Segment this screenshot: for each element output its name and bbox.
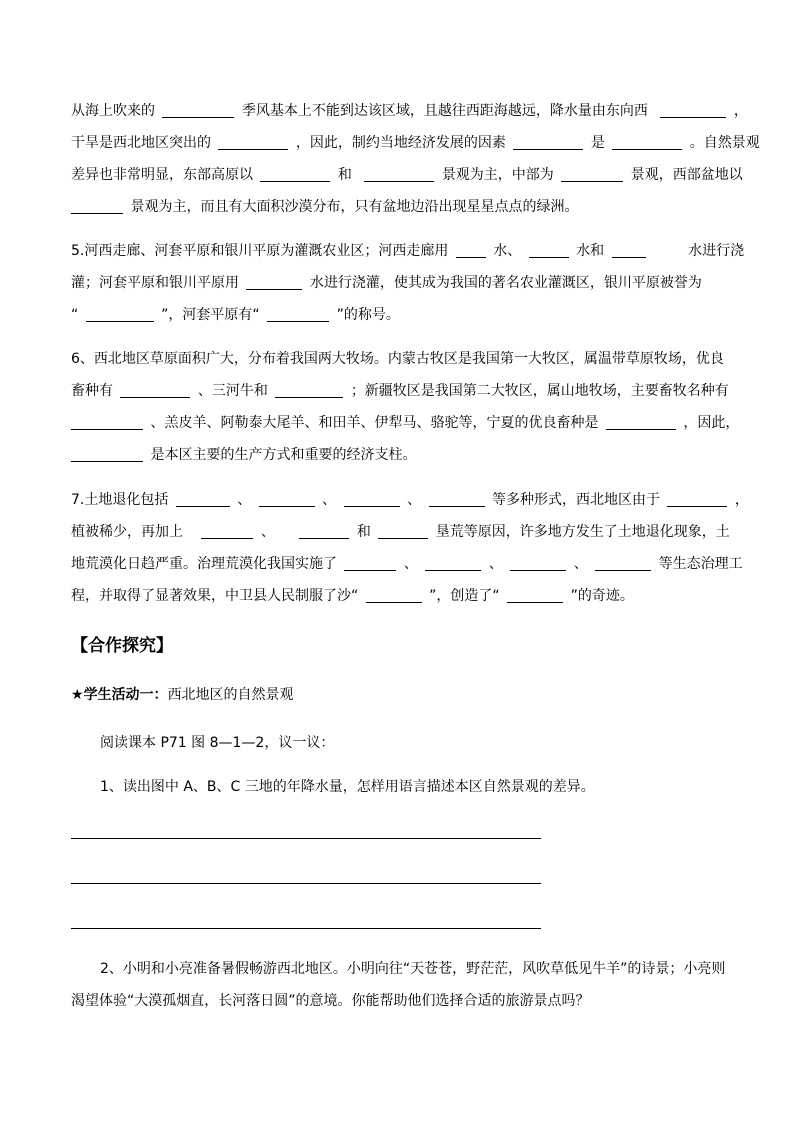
text-line (71, 305, 400, 325)
fill-blank[interactable] (510, 556, 566, 571)
text-run: ”，河套平原有“ (161, 307, 260, 323)
activity-title-text: 西北地区的自然景观 (167, 687, 294, 703)
text-run: 、 (237, 492, 252, 508)
fill-blank[interactable] (71, 447, 143, 462)
text-line (71, 273, 702, 293)
text-run: ”，创造了“ (429, 588, 500, 604)
text-run: 、羔皮羊、阿勒泰大尾羊、和田羊、伊犁马、骆驼等，宁夏的优良畜种是 (150, 415, 599, 431)
question-1: 1、读出图中 A、B、C 三地的年降水量，怎样用语言描述本区自然景观的差异。 (100, 779, 595, 795)
text-run: ”的称号。 (336, 307, 400, 323)
text-run: ， (734, 492, 749, 508)
text-run: 景观为主，而且有大面积沙漠分布，只有盆地边沿出现星星点点的绿洲。 (130, 199, 579, 215)
fill-blank[interactable] (176, 492, 230, 507)
fill-blank[interactable] (299, 524, 349, 539)
text-run: 景观，西部盆地以 (630, 167, 743, 183)
text-run: 水进行浇 (688, 243, 745, 259)
text-run: 。自然景观 (689, 135, 760, 151)
fill-blank[interactable] (120, 383, 190, 398)
fill-blank[interactable] (246, 275, 302, 290)
text-run: 灌；河套平原和银川平原用 (71, 275, 239, 291)
text-run: 干旱是西北地区突出的 (71, 135, 211, 151)
text-run: 5.河西走廊、河套平原和银川平原为灌溉农业区；河西走廊用 (71, 243, 449, 259)
fill-blank[interactable] (660, 103, 726, 118)
text-run: 景观为主，中部为 (441, 167, 554, 183)
text-line (71, 133, 760, 153)
fill-blank[interactable] (425, 556, 481, 571)
fill-blank[interactable] (364, 167, 434, 182)
text-run: 7.土地退化包括 (71, 492, 169, 508)
answer-line[interactable] (71, 838, 541, 839)
text-run: 、 (573, 556, 588, 572)
fill-blank[interactable] (218, 135, 288, 150)
text-run: 垦荒等原因，许多地方发生了土地退化现象，土 (435, 524, 730, 540)
text-run: 植被稀少，再加上 (71, 524, 183, 540)
section-heading: 【合作探究】 (71, 636, 173, 656)
text-run: ，因此，制约当地经济发展的因素 (295, 135, 506, 151)
text-line (71, 445, 416, 465)
text-line (71, 554, 743, 574)
fill-blank[interactable] (344, 492, 400, 507)
fill-blank[interactable] (429, 492, 485, 507)
text-line (71, 241, 744, 261)
text-line (71, 586, 634, 606)
star-icon: ★ (71, 687, 84, 703)
text-run: 、 (407, 492, 422, 508)
text-run: 和 (337, 167, 352, 183)
text-run: 水进行浇灌，使其成为我国的著名农业灌溉区，银川平原被誉为 (309, 275, 702, 291)
text-line (71, 490, 749, 510)
text-run: 等多种形式，西北地区由于 (491, 492, 660, 508)
fill-blank[interactable] (162, 103, 234, 118)
text-run: 和 (356, 524, 371, 540)
text-line (71, 101, 748, 121)
text-run: 差异也非常明显，东部高原以 (71, 167, 253, 183)
text-run: 6、西北地区草原面积广大，分布着我国两大牧场。内蒙古牧区是我国第一大牧区，属温带草原牧场，优良 (71, 351, 724, 367)
fill-blank[interactable] (275, 383, 343, 398)
text-run: 是 (590, 135, 605, 151)
fill-blank[interactable] (378, 524, 428, 539)
fill-blank[interactable] (201, 524, 253, 539)
answer-line[interactable] (71, 883, 541, 884)
reading-instruction: 阅读课本 P71 图 8—1—2，议一议： (100, 735, 335, 751)
fill-blank[interactable] (259, 492, 315, 507)
text-run: ”的奇迹。 (570, 588, 634, 604)
text-run: “ (71, 307, 79, 323)
question-2-line-1: 2、小明和小亮准备暑假畅游西北地区。小明向往“天苍苍，野茫茫，风吹草低见牛羊”的诗景；小亮则 (100, 961, 726, 977)
text-run: 从海上吹来的 (71, 103, 155, 119)
text-run: 、 (403, 556, 418, 572)
text-run: 畜种有 (71, 383, 113, 399)
fill-blank[interactable] (366, 588, 422, 603)
text-run: 水、 (493, 243, 522, 259)
text-run: 地荒漠化日趋严重。治理荒漠化我国实施了 (71, 556, 337, 572)
text-run: 水和 (576, 243, 605, 259)
fill-blank[interactable] (612, 243, 646, 258)
text-line (71, 165, 743, 185)
fill-blank[interactable] (86, 307, 154, 322)
text-run: 季风基本上不能到达该区域，且越往西距海越远，降水量由东向西 (241, 103, 648, 119)
fill-blank[interactable] (71, 199, 123, 214)
text-line (71, 522, 730, 542)
answer-line[interactable] (71, 928, 541, 929)
text-run: 程，并取得了显著效果，中卫县人民制服了沙“ (71, 588, 359, 604)
text-run: ；新疆牧区是我国第二大牧区，属山地牧场，主要畜牧名种有 (350, 383, 729, 399)
fill-blank[interactable] (612, 135, 682, 150)
fill-blank[interactable] (561, 167, 623, 182)
activity-label: 学生活动一： (83, 687, 168, 703)
fill-blank[interactable] (456, 243, 486, 258)
fill-blank[interactable] (71, 415, 143, 430)
fill-blank[interactable] (529, 243, 569, 258)
fill-blank[interactable] (595, 556, 651, 571)
text-run: 、 (488, 556, 503, 572)
text-run: ，因此， (683, 415, 740, 431)
text-line (71, 197, 578, 217)
text-run: 、三河牛和 (197, 383, 268, 399)
question-2-line-2: 渴望体验“大漠孤烟直，长河落日圆”的意境。你能帮助他们选择合适的旅游景点吗？ (71, 993, 590, 1009)
text-run: 是本区主要的生产方式和重要的经济支柱。 (150, 447, 417, 463)
text-run: ， (733, 103, 748, 119)
activity-title (71, 685, 294, 705)
fill-blank[interactable] (606, 415, 676, 430)
text-line (71, 381, 729, 401)
text-line (71, 349, 724, 369)
fill-blank[interactable] (513, 135, 583, 150)
fill-blank[interactable] (667, 492, 727, 507)
text-line (71, 413, 739, 433)
text-run: 、 (322, 492, 337, 508)
fill-blank[interactable] (260, 167, 330, 182)
fill-blank[interactable] (344, 556, 396, 571)
text-run: 等生态治理工 (658, 556, 743, 572)
text-run: 、 (260, 524, 275, 540)
fill-blank[interactable] (267, 307, 329, 322)
fill-blank[interactable] (507, 588, 563, 603)
